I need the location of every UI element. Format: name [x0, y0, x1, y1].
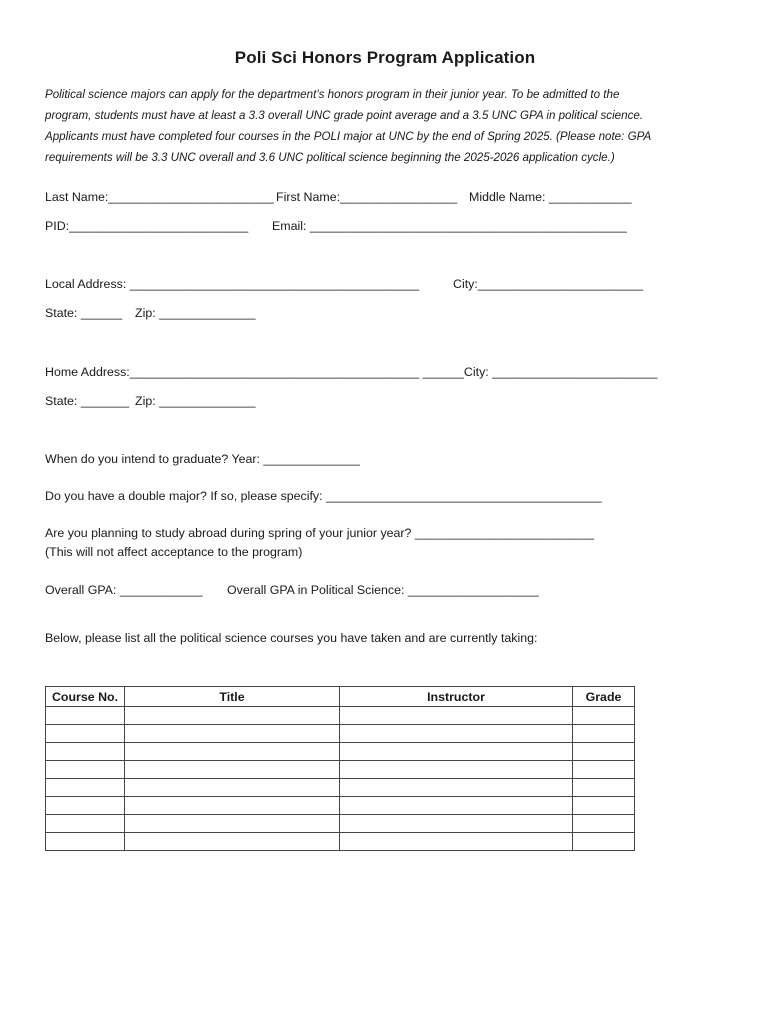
intro-line: Political science majors can apply for the department’s honors program in their junior year. To be admitted to the: [45, 88, 620, 101]
grade-cell[interactable]: [573, 797, 635, 815]
instructor-cell[interactable]: [340, 779, 573, 797]
instructor-cell[interactable]: [340, 725, 573, 743]
pid-field[interactable]: PID:__________________________: [45, 219, 249, 233]
grade-cell[interactable]: [573, 761, 635, 779]
polisci-gpa-field[interactable]: Overall GPA in Political Science: ___________________: [227, 583, 539, 597]
course-no-cell[interactable]: [46, 779, 125, 797]
title-cell[interactable]: [125, 761, 340, 779]
column-header-instructor: Instructor: [340, 687, 573, 707]
column-header-grade: Grade: [573, 687, 635, 707]
title-cell[interactable]: [125, 743, 340, 761]
local-zip-field[interactable]: Zip: ______________: [135, 306, 256, 320]
instructor-cell[interactable]: [340, 743, 573, 761]
table-row: [46, 725, 635, 743]
local-address-field[interactable]: Local Address: __________________________________________: [45, 277, 420, 291]
title-cell[interactable]: [125, 833, 340, 851]
intro-line: requirements will be 3.3 UNC overall and 3.6 UNC political science beginning the 2025-2026 application cycle.): [45, 151, 615, 164]
page-title: Poli Sci Honors Program Application: [234, 48, 536, 67]
email-field[interactable]: Email: ______________________________________________: [272, 219, 627, 233]
middle-name-field[interactable]: Middle Name: ____________: [469, 190, 632, 204]
instructor-cell[interactable]: [340, 833, 573, 851]
last-name-field[interactable]: Last Name:________________________: [45, 190, 274, 204]
table-row: [46, 761, 635, 779]
course-no-cell[interactable]: [46, 815, 125, 833]
grade-cell[interactable]: [573, 743, 635, 761]
grade-cell[interactable]: [573, 725, 635, 743]
grade-cell[interactable]: [573, 707, 635, 725]
courses-header-row: [46, 687, 635, 707]
home-state-field[interactable]: State: _______: [45, 394, 130, 408]
title-cell[interactable]: [125, 779, 340, 797]
intro-line: Applicants must have completed four courses in the POLI major at UNC by the end of Spring 2025. (Please note: GPA: [45, 130, 652, 143]
title-cell[interactable]: [125, 725, 340, 743]
course-no-cell[interactable]: [46, 707, 125, 725]
column-header-course-no: Course No.: [46, 687, 125, 707]
home-zip-field[interactable]: Zip: ______________: [135, 394, 256, 408]
intro-line: program, students must have at least a 3.3 overall UNC grade point average and a 3.5 UNC GPA in political science.: [45, 109, 644, 122]
overall-gpa-field[interactable]: Overall GPA: ____________: [45, 583, 203, 597]
double-major-field[interactable]: Do you have a double major? If so, please specify: ________________________________________: [45, 489, 602, 503]
courses-table: [45, 686, 635, 851]
table-row: [46, 815, 635, 833]
instructor-cell[interactable]: [340, 797, 573, 815]
instructor-cell[interactable]: [340, 761, 573, 779]
courses-prompt: Below, please list all the political science courses you have taken and are currently taking:: [45, 631, 538, 645]
course-no-cell[interactable]: [46, 833, 125, 851]
first-name-field[interactable]: First Name:_________________: [276, 190, 458, 204]
table-row: [46, 743, 635, 761]
title-cell[interactable]: [125, 815, 340, 833]
table-row: [46, 833, 635, 851]
instructor-cell[interactable]: [340, 815, 573, 833]
table-row: [46, 797, 635, 815]
grade-cell[interactable]: [573, 779, 635, 797]
intro-paragraph: [45, 84, 735, 168]
graduation-year-field[interactable]: When do you intend to graduate? Year: ______________: [45, 452, 360, 466]
title-cell[interactable]: [125, 797, 340, 815]
instructor-cell[interactable]: [340, 707, 573, 725]
study-abroad-note: (This will not affect acceptance to the program): [45, 545, 303, 559]
title-cell[interactable]: [125, 707, 340, 725]
table-row: [46, 779, 635, 797]
study-abroad-field[interactable]: Are you planning to study abroad during spring of your junior year? __________________________: [45, 526, 595, 540]
local-city-field[interactable]: City:________________________: [453, 277, 644, 291]
grade-cell[interactable]: [573, 815, 635, 833]
course-no-cell[interactable]: [46, 797, 125, 815]
grade-cell[interactable]: [573, 833, 635, 851]
home-address-field[interactable]: Home Address:__________________________________________ ______City: ________________________: [45, 365, 658, 379]
column-header-title: Title: [125, 687, 340, 707]
table-row: [46, 707, 635, 725]
local-state-field[interactable]: State: ______: [45, 306, 123, 320]
course-no-cell[interactable]: [46, 761, 125, 779]
course-no-cell[interactable]: [46, 743, 125, 761]
course-no-cell[interactable]: [46, 725, 125, 743]
